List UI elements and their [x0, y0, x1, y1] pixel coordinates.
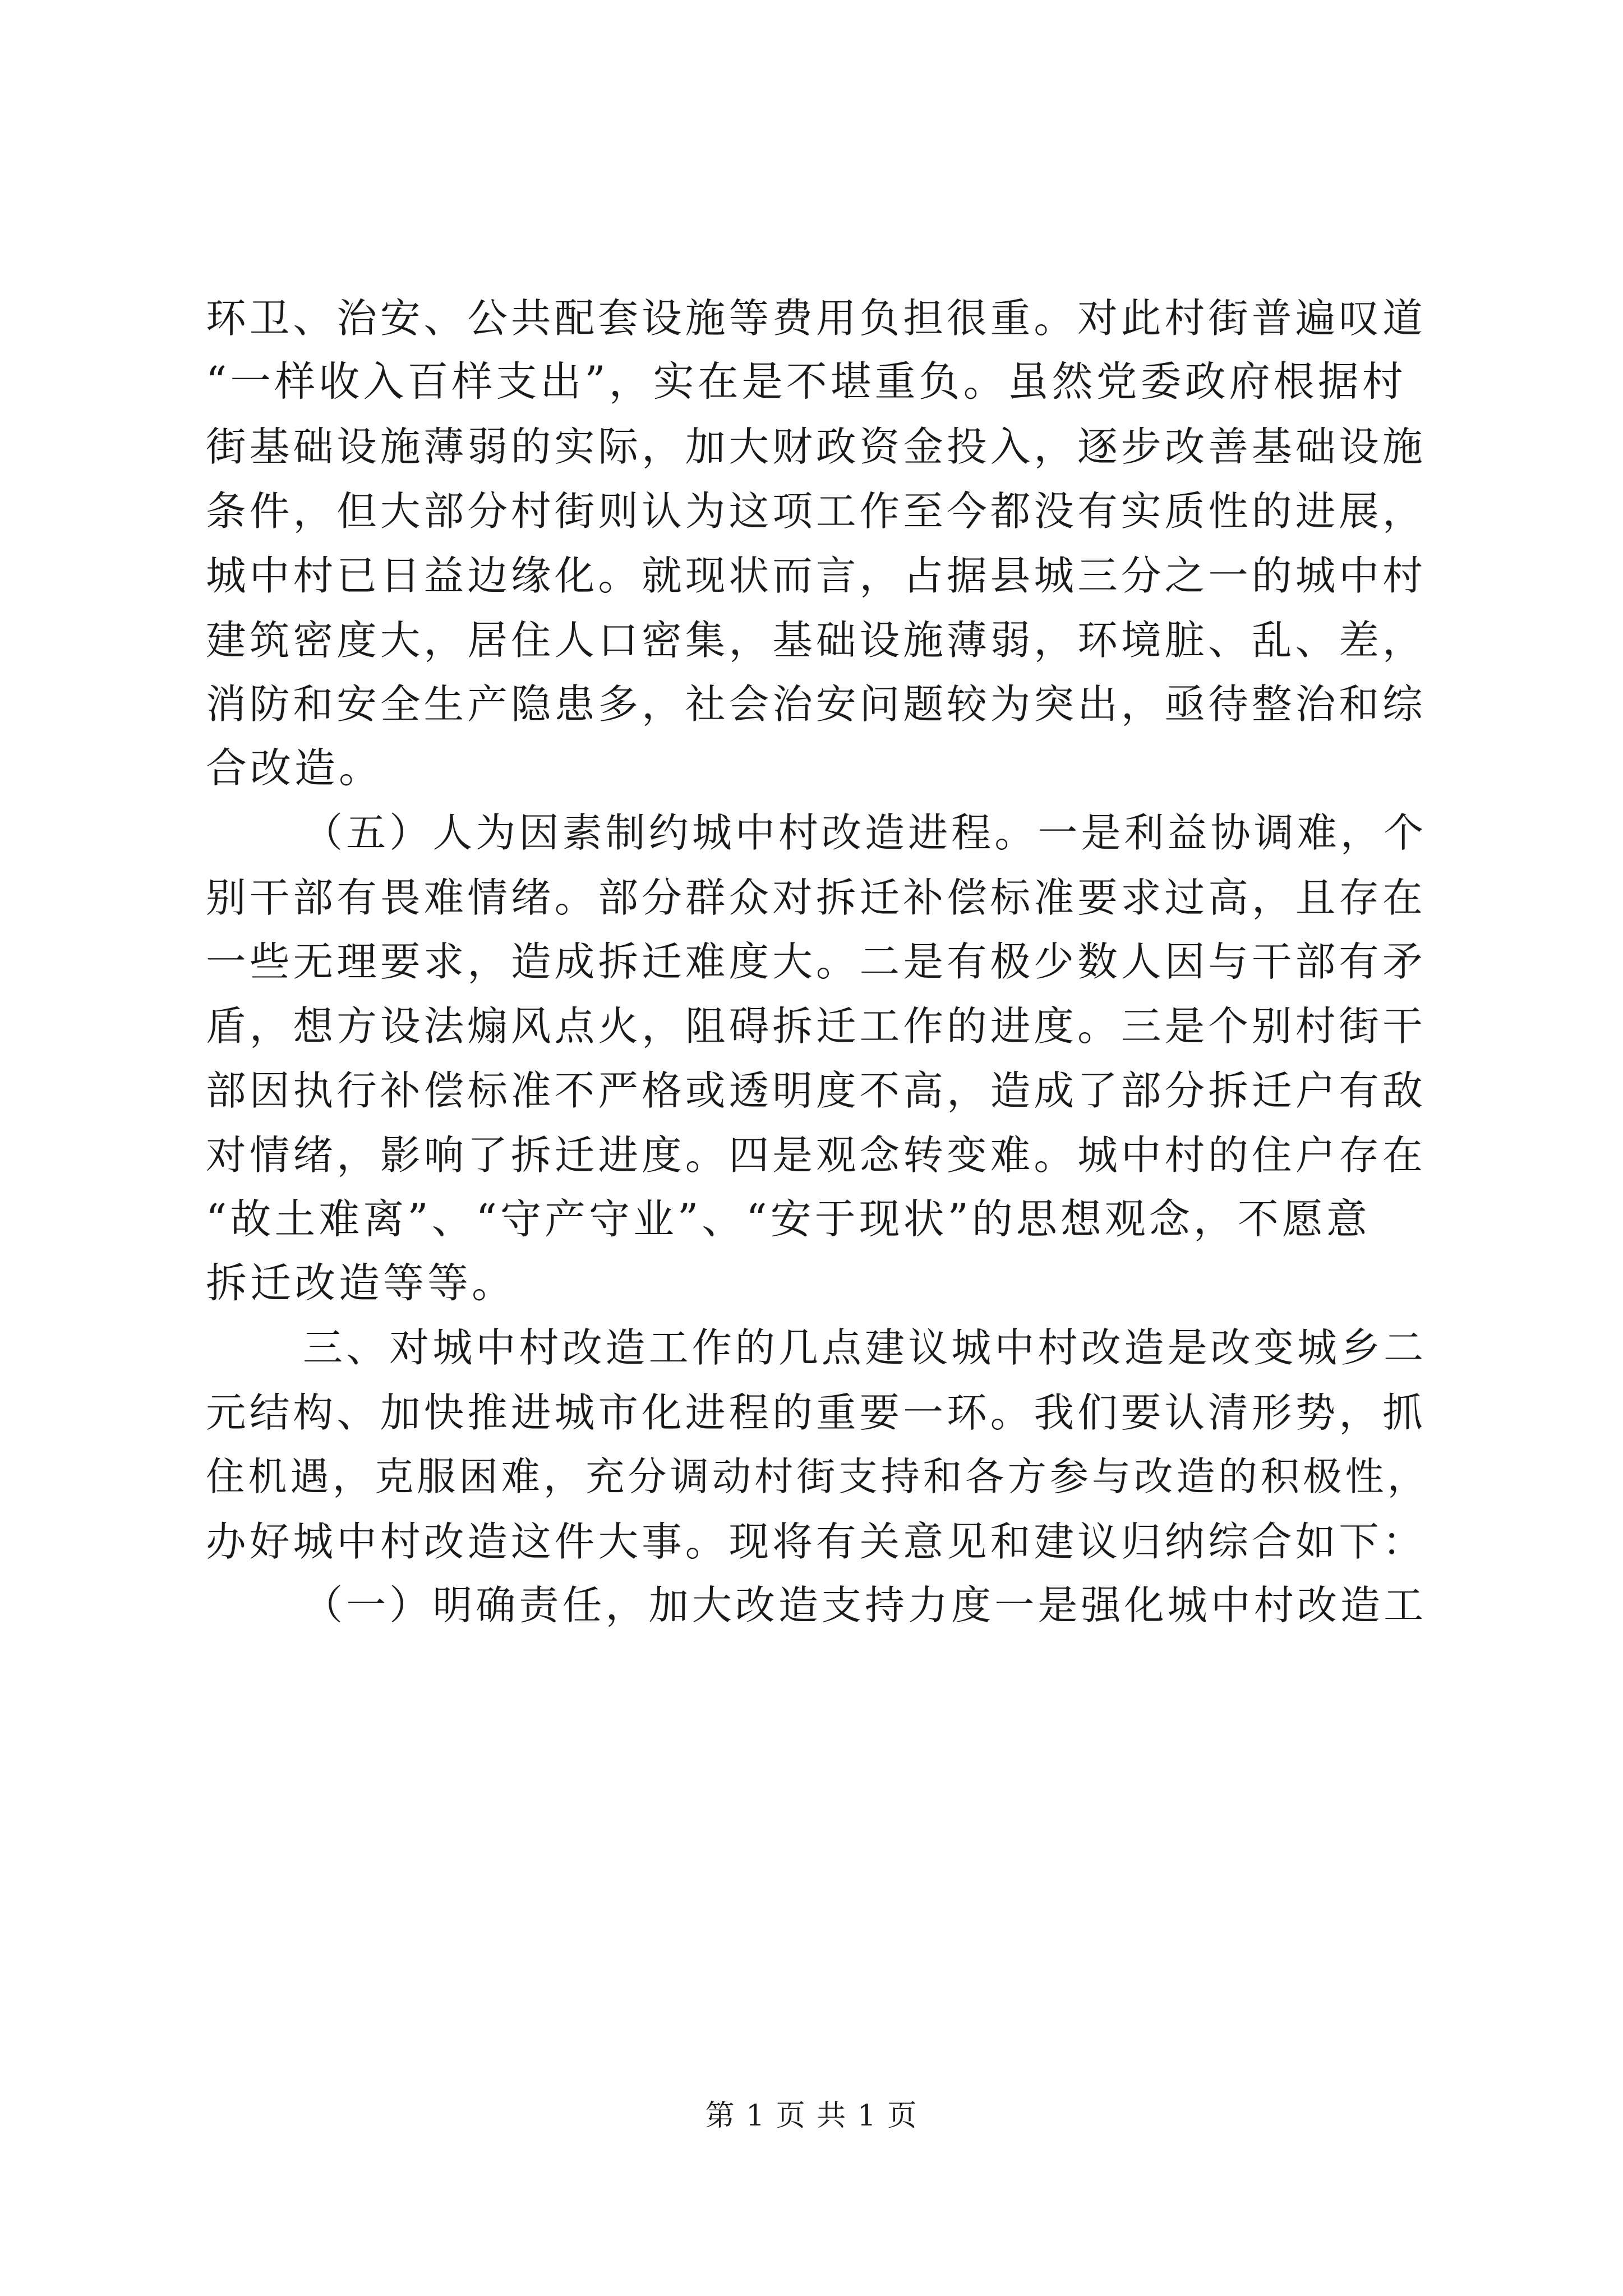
paragraph-1-line-3: 街基础设施薄弱的实际，加大财政资金投入，逐步改善基础设施 [206, 423, 1426, 470]
paragraph-2-line-2: 别干部有畏难情绪。部分群众对拆迁补偿标准要求过高，且存在 [206, 874, 1426, 921]
paragraph-3-line-1: 三、对城中村改造工作的几点建议城中村改造是改变城乡二 [303, 1324, 1427, 1371]
paragraph-1-line-2: “一样收入百样支出”，实在是不堪重负。虽然党委政府根据村 [206, 358, 1407, 406]
paragraph-2-line-1: （五）人为因素制约城中村改造进程。一是利益协调难，个 [303, 809, 1427, 856]
paragraph-3-line-4: 办好城中村改造这件大事。现将有关意见和建议归纳综合如下： [206, 1518, 1426, 1565]
paragraph-2-line-3: 一些无理要求，造成拆迁难度大。二是有极少数人因与干部有矛 [206, 938, 1426, 985]
paragraph-1-line-4: 条件，但大部分村街则认为这项工作至今都没有实质性的进展， [206, 487, 1426, 535]
paragraph-2-line-8: 拆迁改造等等。 [206, 1259, 516, 1307]
paragraph-2-line-6: 对情绪，影响了拆迁进度。四是观念转变难。城中村的住户存在 [206, 1131, 1426, 1179]
paragraph-1-line-1: 环卫、治安、公共配套设施等费用负担很重。对此村街普遍叹道 [206, 295, 1426, 342]
paragraph-2-line-5: 部因执行补偿标准不严格或透明度不高，造成了部分拆迁户有敌 [206, 1067, 1426, 1114]
paragraph-1-line-6: 建筑密度大，居住人口密集，基础设施薄弱，环境脏、乱、差， [206, 616, 1426, 664]
paragraph-3-line-3: 住机遇，克服困难，充分调动村街支持和各方参与改造的积极性， [206, 1455, 1430, 1499]
paragraph-2-line-4: 盾，想方设法煽风点火，阻碍拆迁工作的进度。三是个别村街干 [206, 1002, 1426, 1050]
paragraph-1-line-7: 消防和安全生产隐患多，社会治安问题较为突出，亟待整治和综 [206, 680, 1426, 728]
page-number-label: 第 1 页 共 1 页 [705, 2099, 918, 2133]
paragraph-4-line-1: （一）明确责任，加大改造支持力度一是强化城中村改造工 [303, 1582, 1427, 1628]
paragraph-2-line-7: “故土难离”、“守产守业”、“安于现状”的思想观念，不愿意 [206, 1195, 1371, 1243]
paragraph-1-line-5: 城中村已日益边缘化。就现状而言，占据县城三分之一的城中村 [206, 552, 1426, 599]
paragraph-1-line-8: 合改造。 [206, 744, 383, 792]
paragraph-3-line-2: 元结构、加快推进城市化进程的重要一环。我们要认清形势，抓 [206, 1389, 1426, 1436]
page-footer [0, 2093, 1623, 2138]
